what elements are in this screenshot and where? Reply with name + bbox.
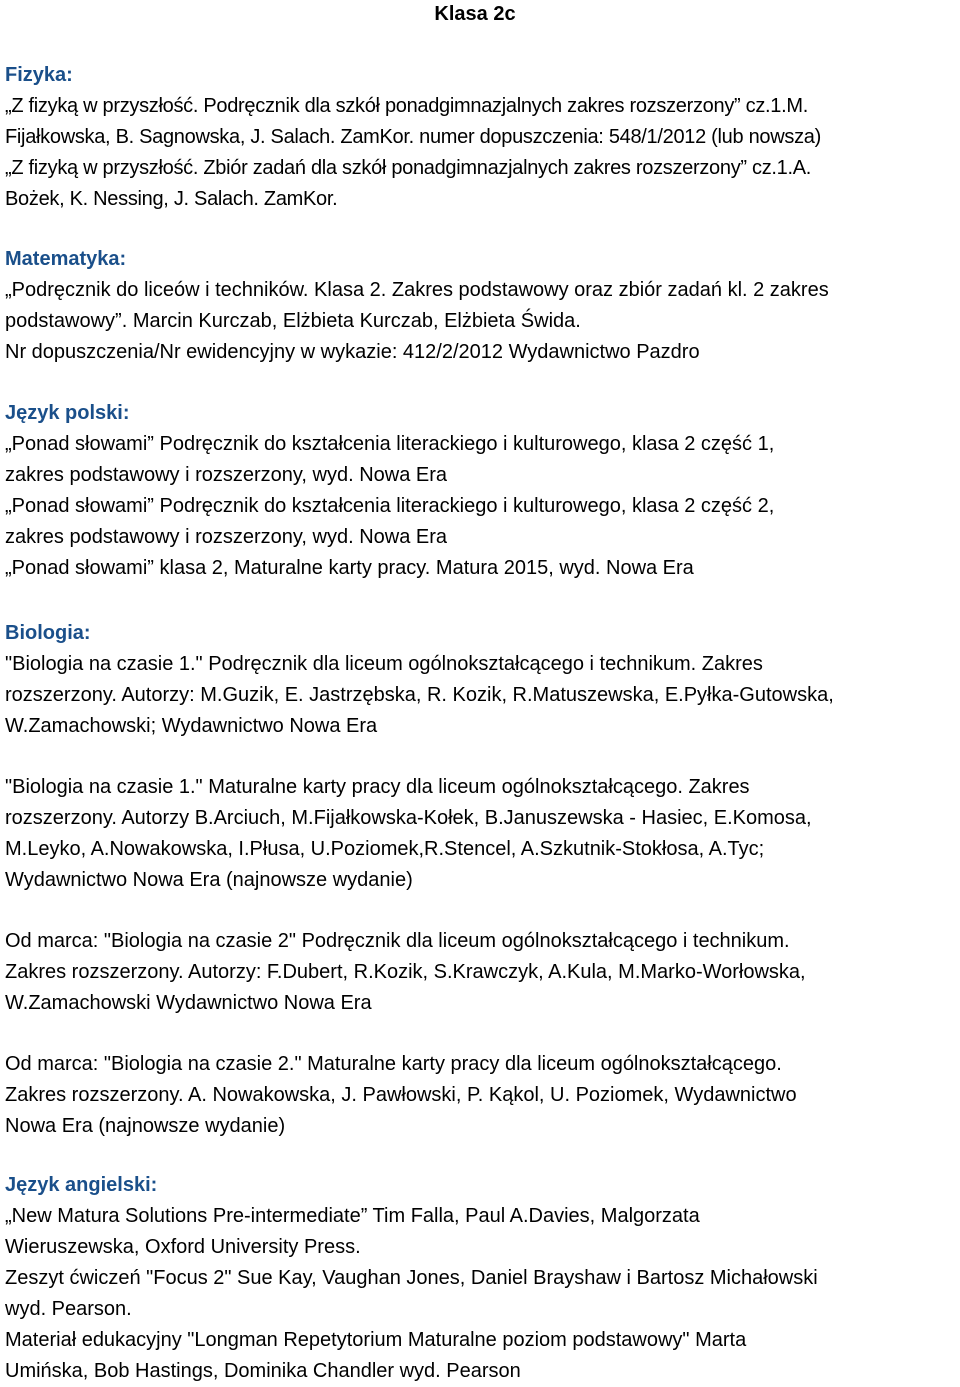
english-line: Umińska, Bob Hastings, Dominika Chandler wyd. Pearson — [5, 1360, 521, 1382]
spacer — [5, 1019, 955, 1049]
english-line: „New Matura Solutions Pre-intermediate” Tim Falla, Paul A.Davies, Malgorzata — [5, 1205, 700, 1227]
english-line: Materiał edukacyjny "Longman Repetytorium Maturalne poziom podstawowy" Marta — [5, 1329, 747, 1351]
physics-line: Bożek, K. Nessing, J. Salach. ZamKor. — [5, 188, 338, 210]
polish-line: „Ponad słowami” Podręcznik do kształcenia literackiego i kulturowego, klasa 2 część 1, — [5, 433, 775, 455]
biology-line: W.Zamachowski; Wydawnictwo Nowa Era — [5, 715, 378, 737]
biology-line: Zakres rozszerzony. Autorzy: F.Dubert, R.Kozik, S.Krawczyk, A.Kula, M.Marko-Worłowska, — [5, 961, 806, 983]
english-line: Wieruszewska, Oxford University Press. — [5, 1236, 361, 1258]
section-english — [5, 1170, 955, 1387]
physics-line: Fijałkowska, B. Sagnowska, J. Salach. ZamKor. numer dopuszczenia: 548/1/2012 (lub nowsza) — [5, 126, 821, 148]
section-heading-english: Język angielski: — [5, 1174, 158, 1196]
polish-line: zakres podstawowy i rozszerzony, wyd. Nowa Era — [5, 464, 448, 486]
section-heading-biology: Biologia: — [5, 622, 91, 644]
spacer — [5, 896, 955, 926]
biology-line: "Biologia na czasie 1." Maturalne karty pracy dla liceum ogólnokształcącego. Zakres — [5, 776, 750, 798]
math-line: „Podręcznik do liceów i techników. Klasa 2. Zakres podstawowy oraz zbiór zadań kl. 2 zakres — [5, 279, 829, 301]
biology-line: Od marca: "Biologia na czasie 2." Maturalne karty pracy dla liceum ogólnokształcącego. — [5, 1053, 782, 1075]
biology-line: Nowa Era (najnowsze wydanie) — [5, 1115, 286, 1137]
biology-line: "Biologia na czasie 1." Podręcznik dla liceum ogólnokształcącego i technikum. Zakres — [5, 653, 763, 675]
polish-line: „Ponad słowami” Podręcznik do kształcenia literackiego i kulturowego, klasa 2 część 2, — [5, 495, 775, 517]
section-physics — [5, 60, 955, 215]
math-line: podstawowy”. Marcin Kurczab, Elżbieta Kurczab, Elżbieta Świda. — [5, 310, 581, 332]
math-line: Nr dopuszczenia/Nr ewidencyjny w wykazie: 412/2/2012 Wydawnictwo Pazdro — [5, 341, 700, 363]
physics-line: „Z fizyką w przyszłość. Zbiór zadań dla szkół ponadgimnazjalnych zakres rozszerzony” cz.1.A. — [5, 157, 812, 179]
english-line: wyd. Pearson. — [5, 1298, 132, 1320]
page-title: Klasa 2c — [434, 3, 516, 25]
biology-line: rozszerzony. Autorzy: M.Guzik, E. Jastrzębska, R. Kozik, R.Matuszewska, E.Pyłka-Gutowska, — [5, 684, 834, 706]
english-line: Zeszyt ćwiczeń "Focus 2" Sue Kay, Vaughan Jones, Daniel Brayshaw i Bartosz Michałowski — [5, 1267, 818, 1289]
physics-line: „Z fizyką w przyszłość. Podręcznik dla szkół ponadgimnazjalnych zakres rozszerzony” cz.1.M. — [5, 95, 808, 117]
polish-line: „Ponad słowami” klasa 2, Maturalne karty pracy. Matura 2015, wyd. Nowa Era — [5, 557, 694, 579]
section-heading-polish: Język polski: — [5, 402, 130, 424]
section-heading-math: Matematyka: — [5, 248, 127, 270]
biology-line: Wydawnictwo Nowa Era (najnowsze wydanie) — [5, 869, 413, 891]
section-heading-physics: Fizyka: — [5, 64, 73, 86]
biology-line: W.Zamachowski Wydawnictwo Nowa Era — [5, 992, 372, 1014]
biology-line: Zakres rozszerzony. A. Nowakowska, J. Pawłowski, P. Kąkol, U. Poziomek, Wydawnictwo — [5, 1084, 797, 1106]
section-math — [5, 244, 955, 368]
section-biology — [5, 618, 955, 1142]
spacer — [5, 742, 955, 772]
biology-line: rozszerzony. Autorzy B.Arciuch, M.Fijałkowska-Kołek, B.Januszewska - Hasiec, E.Komosa, — [5, 807, 812, 829]
biology-line: Od marca: "Biologia na czasie 2" Podręcznik dla liceum ogólnokształcącego i technikum. — [5, 930, 790, 952]
polish-line: zakres podstawowy i rozszerzony, wyd. Nowa Era — [5, 526, 448, 548]
section-polish — [5, 398, 955, 584]
biology-line: M.Leyko, A.Nowakowska, I.Płusa, U.Poziomek,R.Stencel, A.Szkutnik-Stokłosa, A.Tyc; — [5, 838, 765, 860]
